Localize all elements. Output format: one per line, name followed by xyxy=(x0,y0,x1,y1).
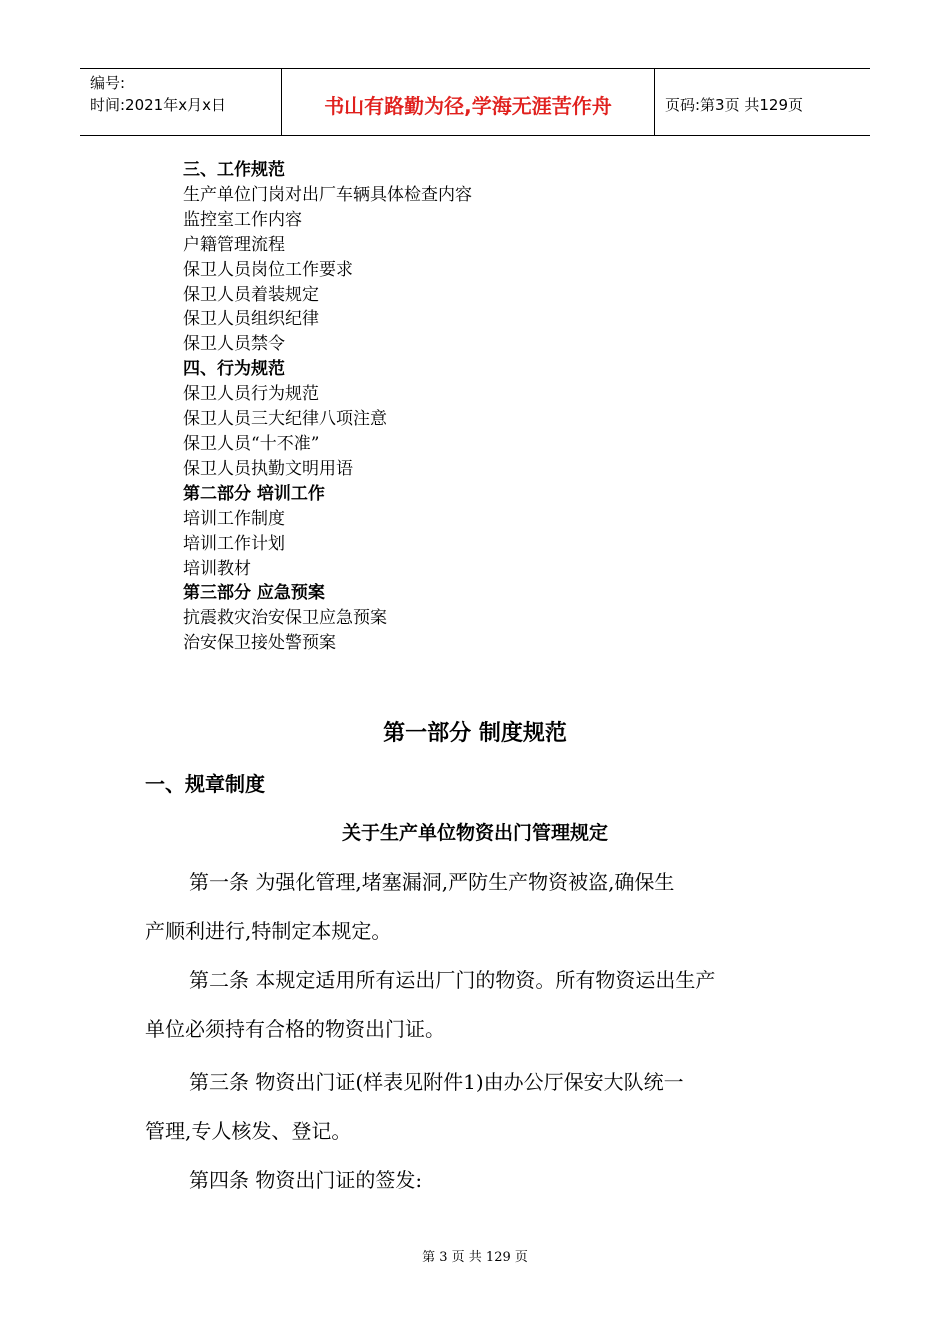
toc-item: 保卫人员着装规定 xyxy=(183,284,319,305)
toc-heading: 第三部分 应急预案 xyxy=(183,583,325,604)
toc-item: 保卫人员“十不准” xyxy=(183,433,320,454)
article-2-rest: 单位必须持有合格的物资出门证。 xyxy=(145,1017,445,1041)
article-3-rest: 管理,专人核发、登记。 xyxy=(145,1119,352,1143)
toc-item: 保卫人员行为规范 xyxy=(183,384,319,405)
toc-heading: 三、工作规范 xyxy=(183,160,285,180)
toc-item: 保卫人员禁令 xyxy=(183,334,285,355)
page-footer: 第 3 页 共 129 页 xyxy=(422,1250,528,1265)
page-header xyxy=(80,68,870,136)
toc-item: 治安保卫接处警预案 xyxy=(183,633,336,654)
toc-item: 户籍管理流程 xyxy=(183,234,285,255)
article-4-first-line: 第四条 物资出门证的签发: xyxy=(189,1168,423,1192)
toc-item: 保卫人员三大纪律八项注意 xyxy=(183,409,387,430)
number-label: 编号: xyxy=(90,74,126,92)
article-2-first-line: 第二条 本规定适用所有运出厂门的物资。所有物资运出生产 xyxy=(189,968,716,992)
part-title: 第一部分 制度规范 xyxy=(383,721,567,746)
article-3 xyxy=(145,1058,810,1156)
toc-item: 培训工作计划 xyxy=(183,533,285,554)
toc-item: 保卫人员执勤文明用语 xyxy=(183,458,353,479)
header-meta xyxy=(80,69,282,135)
article-1-rest: 产顺利进行,特制定本规定。 xyxy=(145,919,392,943)
article-1 xyxy=(145,858,810,956)
article-3-first-line: 第三条 物资出门证(样表见附件1)由办公厅保安大队统一 xyxy=(189,1070,684,1094)
toc-heading: 四、行为规范 xyxy=(183,359,285,380)
article-1-first-line: 第一条 为强化管理,堵塞漏洞,严防生产物资被盗,确保生 xyxy=(189,870,675,894)
toc-item: 监控室工作内容 xyxy=(183,209,302,230)
section-title: 一、规章制度 xyxy=(145,772,265,796)
toc-item: 保卫人员组织纪律 xyxy=(183,309,319,330)
header-page-info: 页码:第3页 共129页 xyxy=(665,95,803,114)
toc-item: 培训教材 xyxy=(183,558,251,579)
rule-title: 关于生产单位物资出门管理规定 xyxy=(341,822,608,844)
toc-heading: 第二部分 培训工作 xyxy=(183,483,325,504)
toc-list xyxy=(183,158,472,656)
header-motto: 书山有路勤为径,学海无涯苦作舟 xyxy=(282,69,655,135)
time-label: 时间:2021年x月x日 xyxy=(90,96,226,114)
article-4 xyxy=(145,1156,810,1205)
toc-item: 保卫人员岗位工作要求 xyxy=(183,259,353,280)
toc-item: 抗震救灾治安保卫应急预案 xyxy=(183,608,387,629)
toc-item: 培训工作制度 xyxy=(183,508,285,529)
article-2 xyxy=(145,956,810,1054)
toc-item: 生产单位门岗对出厂车辆具体检查内容 xyxy=(183,184,472,205)
